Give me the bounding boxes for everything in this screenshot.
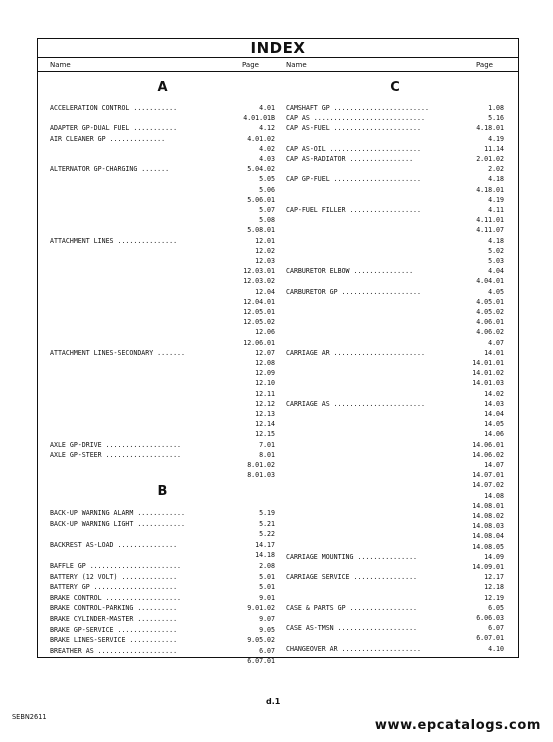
index-row <box>286 491 504 501</box>
index-row <box>286 103 504 113</box>
entry-page: 12.12 <box>255 399 275 408</box>
entry-name: AXLE GP-DRIVE ................... <box>50 440 182 449</box>
entry-page: 12.13 <box>255 410 275 418</box>
entry-page: 8.01.03 <box>247 471 275 480</box>
entry-page: 12.04.01 <box>243 297 275 306</box>
entry-page: 4.01.01B <box>243 114 275 123</box>
entry-page: 12.04 <box>255 287 275 296</box>
entry-page: 5.08 <box>259 216 275 225</box>
entry-name: CAMSHAFT GP ........................ <box>286 104 429 112</box>
entry-page: 14.09.01 <box>472 563 504 571</box>
entry-page: 14.07.02 <box>472 481 504 490</box>
entry-page: 12.06 <box>255 328 275 337</box>
index-row <box>50 378 275 388</box>
entry-name: CARRIAGE MOUNTING ............... <box>286 552 418 561</box>
entry-page: 12.10 <box>255 379 275 388</box>
entry-name: ADAPTER GP-DUAL FUEL ........... <box>50 124 178 133</box>
index-row <box>50 123 275 133</box>
index-row <box>50 470 275 480</box>
index-row <box>50 113 275 123</box>
entry-name: BAFFLE GP ....................... <box>50 562 182 570</box>
index-row <box>286 185 504 195</box>
index-row <box>50 266 275 276</box>
index-row <box>286 409 504 419</box>
entry-page: 12.07 <box>255 348 275 357</box>
index-row <box>286 460 504 470</box>
index-row <box>50 368 275 378</box>
index-row <box>50 205 275 215</box>
entry-name: CARBURETOR GP .................... <box>286 287 421 296</box>
entry-page: 5.06.01 <box>247 195 275 204</box>
index-row <box>50 276 275 286</box>
index-row <box>50 154 275 164</box>
entry-page: 4.19 <box>488 195 504 204</box>
section-letter-a: A <box>157 80 168 95</box>
index-row <box>50 561 275 571</box>
entry-name: ALTERNATOR GP-CHARGING ....... <box>50 165 170 174</box>
watermark-url: www.epcatalogs.com <box>374 718 541 733</box>
entry-page: 12.11 <box>255 389 275 398</box>
entry-page: 5.01 <box>259 572 275 581</box>
index-row <box>50 440 275 450</box>
entry-page: 12.05.02 <box>243 318 275 327</box>
section-letter-b: B <box>157 484 168 499</box>
index-row <box>50 297 275 307</box>
entry-page: 6.07.01 <box>476 634 504 643</box>
entry-page: 4.05.01 <box>476 297 504 306</box>
entry-name: BRAKE CONTROL-PARKING .......... <box>50 604 178 613</box>
index-row <box>50 195 275 205</box>
entry-page: 4.11 <box>488 206 504 214</box>
entry-name: CARRIAGE AS ....................... <box>286 399 425 408</box>
entry-page: 14.01.01 <box>472 359 504 367</box>
entry-page: 14.01 <box>484 348 504 357</box>
index-row <box>286 266 504 276</box>
entry-name: CAP GP-FUEL ...................... <box>286 175 421 184</box>
index-row <box>286 623 504 633</box>
entry-page: 5.19 <box>259 509 275 517</box>
index-row <box>286 246 504 256</box>
entry-name: AXLE GP-STEER ................... <box>50 450 182 459</box>
index-row <box>50 508 275 518</box>
entry-page: 5.22 <box>259 530 275 539</box>
entry-name: CAP AS-RADIATOR ................ <box>286 155 414 163</box>
index-row <box>50 338 275 348</box>
entry-page: 4.10 <box>488 644 504 653</box>
index-row <box>286 123 504 133</box>
name-header-right: Name <box>286 61 307 69</box>
index-row <box>50 348 275 358</box>
entry-page: 4.06.02 <box>476 328 504 337</box>
entry-page: 9.05 <box>259 625 275 634</box>
entry-page: 4.18.01 <box>476 124 504 133</box>
index-row <box>286 174 504 184</box>
entry-page: 6.06.03 <box>476 614 504 622</box>
index-row <box>286 593 504 603</box>
entry-page: 12.02 <box>255 246 275 255</box>
entry-name: AIR CLEANER GP .............. <box>50 134 166 143</box>
entry-page: 8.01 <box>259 450 275 459</box>
entry-name: CAP AS-OIL ....................... <box>286 144 421 153</box>
entry-page: 6.07 <box>488 624 504 633</box>
entry-page: 14.08.03 <box>472 522 504 531</box>
entry-page: 14.08.02 <box>472 512 504 520</box>
entry-page: 5.04.02 <box>247 165 275 174</box>
index-row <box>50 327 275 337</box>
index-row <box>50 246 275 256</box>
entry-page: 4.05.02 <box>476 308 504 316</box>
entry-page: 2.08 <box>259 562 275 570</box>
entry-page: 4.06.01 <box>476 318 504 327</box>
entry-page: 5.07 <box>259 206 275 214</box>
index-row <box>286 225 504 235</box>
entry-page: 14.17 <box>255 540 275 549</box>
index-row <box>286 144 504 154</box>
page-header-right: Page <box>476 61 493 69</box>
index-row <box>286 164 504 174</box>
entry-page: 9.07 <box>259 615 275 623</box>
index-row <box>286 358 504 368</box>
entry-page: 5.05 <box>259 175 275 184</box>
index-row <box>50 593 275 603</box>
entry-name: CAP-FUEL FILLER .................. <box>286 206 421 214</box>
page-header-left: Page <box>242 61 259 69</box>
entry-page: 9.01 <box>259 593 275 602</box>
entry-page: 12.18 <box>484 583 504 592</box>
entry-name: CAP AS ............................ <box>286 114 425 123</box>
entry-page: 14.03 <box>484 399 504 408</box>
entry-page: 4.18 <box>488 236 504 245</box>
entry-page: 2.02 <box>488 165 504 174</box>
entry-name: CARBURETOR ELBOW ............... <box>286 267 414 276</box>
entry-page: 14.06.01 <box>472 440 504 449</box>
index-row <box>286 562 504 572</box>
entry-page: 14.08.05 <box>472 542 504 551</box>
index-row <box>286 399 504 409</box>
index-row <box>286 287 504 297</box>
index-row <box>286 440 504 450</box>
index-row <box>286 419 504 429</box>
index-row <box>286 113 504 123</box>
index-row <box>50 236 275 246</box>
entry-page: 5.01 <box>259 583 275 592</box>
entry-page: 6.05 <box>488 603 504 612</box>
entry-page: 5.03 <box>488 257 504 265</box>
index-row <box>50 603 275 613</box>
index-row <box>286 501 504 511</box>
entry-name: ATTACHMENT LINES-SECONDARY ....... <box>50 348 185 357</box>
entry-page: 4.01.02 <box>247 134 275 143</box>
index-row <box>286 215 504 225</box>
index-row <box>286 276 504 286</box>
index-row <box>50 225 275 235</box>
index-row <box>50 164 275 174</box>
entry-page: 12.09 <box>255 369 275 378</box>
index-row <box>50 419 275 429</box>
entry-page: 14.08 <box>484 491 504 500</box>
entry-name: BRAKE CYLINDER-MASTER .......... <box>50 615 178 623</box>
entry-page: 5.08.01 <box>247 226 275 235</box>
header-divider <box>38 71 518 72</box>
entry-page: 4.12 <box>259 124 275 133</box>
entry-name: CAP AS-FUEL ...................... <box>286 124 421 133</box>
index-row <box>50 358 275 368</box>
entry-page: 5.21 <box>259 519 275 528</box>
entry-page: 4.19 <box>488 134 504 143</box>
index-row <box>286 633 504 643</box>
entry-name: BACK-UP WARNING LIGHT ............ <box>50 519 185 528</box>
index-row <box>286 348 504 358</box>
index-row <box>286 644 504 654</box>
index-row <box>286 542 504 552</box>
document-code: SEBN2611 <box>12 713 47 721</box>
section-letter-c: C <box>390 80 400 95</box>
index-row <box>50 429 275 439</box>
entry-page: 5.16 <box>488 114 504 123</box>
entry-name: BRAKE CONTROL ................... <box>50 593 182 602</box>
entry-page: 12.06.01 <box>243 338 275 347</box>
index-row <box>286 470 504 480</box>
entry-page: 12.14 <box>255 420 275 429</box>
entry-name: BATTERY GP ..................... <box>50 583 178 592</box>
index-row <box>50 572 275 582</box>
entry-page: 14.02 <box>484 389 504 398</box>
index-row <box>286 531 504 541</box>
entry-page: 4.04 <box>488 267 504 276</box>
entry-page: 14.05 <box>484 420 504 429</box>
entry-page: 12.03.02 <box>243 277 275 286</box>
index-title: INDEX <box>38 39 518 58</box>
index-row <box>50 646 275 656</box>
index-row <box>50 215 275 225</box>
name-header-left: Name <box>50 61 71 69</box>
entry-page: 12.17 <box>484 573 504 582</box>
index-row <box>286 338 504 348</box>
index-row <box>50 540 275 550</box>
entry-page: 14.06.02 <box>472 450 504 459</box>
entry-page: 14.18 <box>255 551 275 560</box>
index-row <box>50 317 275 327</box>
entry-name: BRAKE GP-SERVICE ............... <box>50 625 178 634</box>
index-row <box>286 134 504 144</box>
entry-page: 12.01 <box>255 236 275 245</box>
index-row <box>286 297 504 307</box>
index-row <box>286 572 504 582</box>
index-row <box>50 134 275 144</box>
index-row <box>50 614 275 624</box>
entry-page: 9.01.02 <box>247 604 275 613</box>
index-row <box>286 480 504 490</box>
index-row <box>50 103 275 113</box>
entry-page: 14.04 <box>484 410 504 418</box>
index-row <box>50 519 275 529</box>
entry-name: CARRIAGE SERVICE ................ <box>286 573 418 582</box>
index-row <box>286 236 504 246</box>
entry-page: 14.06 <box>484 430 504 439</box>
entry-page: 14.01.03 <box>472 379 504 388</box>
entry-page: 12.05.01 <box>243 308 275 316</box>
index-row <box>286 368 504 378</box>
index-row <box>286 154 504 164</box>
entry-page: 4.11.01 <box>476 216 504 225</box>
entry-name: CARRIAGE AR ....................... <box>286 348 425 357</box>
entry-name: BATTERY (12 VOLT) .............. <box>50 572 178 581</box>
entry-page: 6.07 <box>259 646 275 655</box>
index-row <box>50 256 275 266</box>
index-row <box>286 317 504 327</box>
index-row <box>50 450 275 460</box>
index-row <box>50 529 275 539</box>
entry-page: 4.05 <box>488 287 504 296</box>
entry-page: 14.07.01 <box>472 471 504 480</box>
index-row <box>286 450 504 460</box>
entry-page: 14.01.02 <box>472 369 504 378</box>
entry-page: 14.08.01 <box>472 501 504 510</box>
entry-page: 4.18.01 <box>476 185 504 194</box>
index-row <box>50 399 275 409</box>
page-number: d.1 <box>266 697 281 706</box>
index-row <box>286 307 504 317</box>
entry-page: 12.15 <box>255 430 275 439</box>
entry-name: ATTACHMENT LINES ............... <box>50 236 178 245</box>
index-row <box>50 656 275 666</box>
index-row <box>286 552 504 562</box>
entry-page: 14.09 <box>484 552 504 561</box>
entry-page: 12.03 <box>255 257 275 265</box>
entry-name: CHANGEOVER AR .................... <box>286 644 421 653</box>
index-row <box>286 521 504 531</box>
entry-page: 6.07.01 <box>247 657 275 666</box>
entry-page: 12.03.01 <box>243 267 275 276</box>
index-row <box>286 582 504 592</box>
entry-page: 4.18 <box>488 175 504 184</box>
entry-name: CASE & PARTS GP ................. <box>286 603 418 612</box>
index-row <box>286 327 504 337</box>
index-row <box>286 429 504 439</box>
entry-page: 4.07 <box>488 338 504 347</box>
entry-page: 4.04.01 <box>476 277 504 286</box>
index-row <box>50 582 275 592</box>
entry-page: 4.11.07 <box>476 226 504 235</box>
entry-page: 11.14 <box>484 144 504 153</box>
entry-page: 9.05.02 <box>247 636 275 645</box>
index-row <box>286 205 504 215</box>
entry-name: BRAKE LINES-SERVICE ............ <box>50 636 178 645</box>
index-row <box>50 635 275 645</box>
entry-name: ACCELERATION CONTROL ........... <box>50 104 178 112</box>
entry-page: 2.01.02 <box>476 155 504 163</box>
entry-name: CASE AS-TMSN .................... <box>286 624 418 633</box>
entry-name: BREATHER AS .................... <box>50 646 178 655</box>
entry-page: 5.06 <box>259 185 275 194</box>
index-row <box>286 613 504 623</box>
entry-page: 12.08 <box>255 359 275 367</box>
index-row <box>50 550 275 560</box>
index-row <box>50 287 275 297</box>
entry-page: 7.01 <box>259 440 275 449</box>
entry-page: 1.08 <box>488 104 504 112</box>
entry-page: 4.02 <box>259 144 275 153</box>
entry-page: 4.01 <box>259 104 275 112</box>
entry-name: BACKREST AS-LOAD ............... <box>50 540 178 549</box>
index-row <box>286 603 504 613</box>
index-row <box>286 511 504 521</box>
entry-page: 4.03 <box>259 155 275 163</box>
entry-page: 14.08.04 <box>472 532 504 541</box>
entry-page: 5.02 <box>488 246 504 255</box>
index-row <box>286 256 504 266</box>
index-row <box>286 195 504 205</box>
index-row <box>50 625 275 635</box>
entry-page: 14.07 <box>484 461 504 469</box>
entry-page: 8.01.02 <box>247 461 275 469</box>
index-row <box>50 307 275 317</box>
index-row <box>286 389 504 399</box>
index-row <box>50 144 275 154</box>
index-row <box>50 409 275 419</box>
index-row <box>50 174 275 184</box>
index-row <box>286 378 504 388</box>
index-row <box>50 460 275 470</box>
index-row <box>50 389 275 399</box>
entry-name: BACK-UP WARNING ALARM ............ <box>50 509 185 517</box>
entry-page: 12.19 <box>484 593 504 602</box>
index-row <box>50 185 275 195</box>
index-frame <box>37 38 519 666</box>
